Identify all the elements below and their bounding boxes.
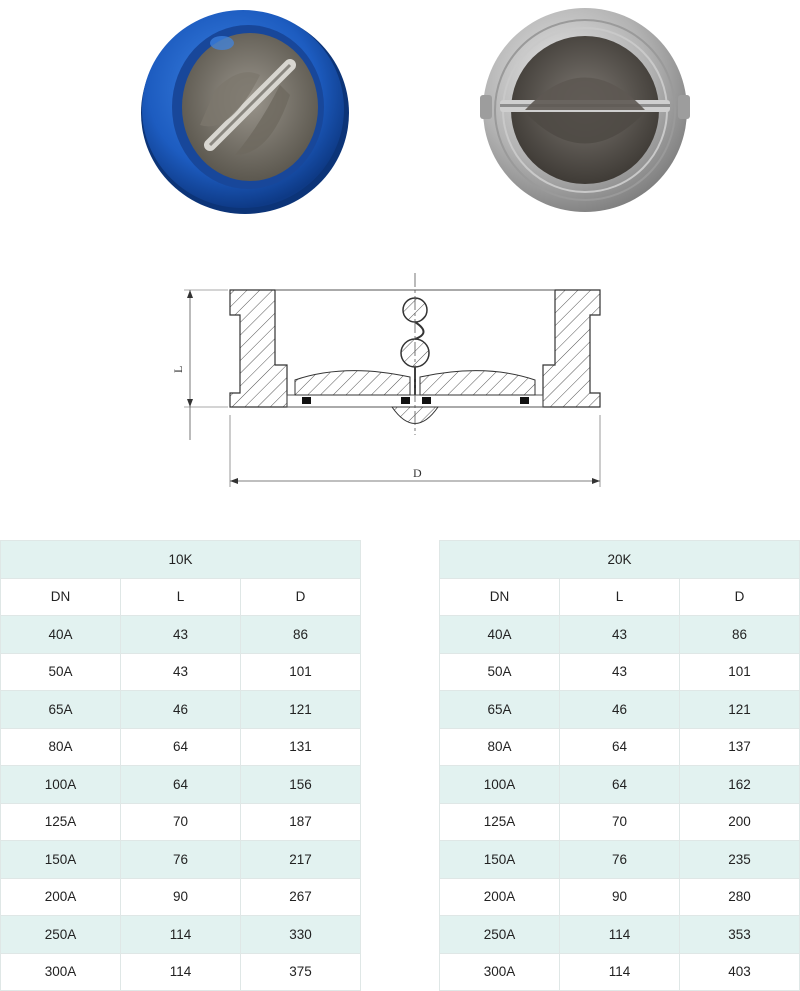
table-row <box>1 803 361 841</box>
header-l: L <box>121 578 241 616</box>
table-row <box>440 841 800 879</box>
cell-d: 375 <box>241 953 361 991</box>
cell-dn: 150A <box>440 841 560 879</box>
cell-d: 101 <box>680 653 800 691</box>
cell-l: 43 <box>560 616 680 654</box>
table-row <box>440 691 800 729</box>
cell-dn: 65A <box>440 691 560 729</box>
cell-l: 90 <box>560 878 680 916</box>
table-row <box>440 616 800 654</box>
table-row <box>440 766 800 804</box>
cell-dn: 100A <box>440 766 560 804</box>
cell-d: 353 <box>680 916 800 954</box>
blue-valve-photo <box>140 5 350 215</box>
cell-dn: 65A <box>1 691 121 729</box>
cell-l: 64 <box>560 728 680 766</box>
cell-d: 121 <box>241 691 361 729</box>
cell-l: 46 <box>121 691 241 729</box>
cell-l: 43 <box>560 653 680 691</box>
cell-d: 200 <box>680 803 800 841</box>
cell-d: 101 <box>241 653 361 691</box>
length-label: L <box>171 365 185 373</box>
table-row <box>440 878 800 916</box>
header-dn: DN <box>1 578 121 616</box>
cell-d: 131 <box>241 728 361 766</box>
valve-section-drawing <box>170 265 620 495</box>
cell-dn: 300A <box>440 953 560 991</box>
cell-l: 76 <box>121 841 241 879</box>
cell-l: 43 <box>121 616 241 654</box>
cell-d: 217 <box>241 841 361 879</box>
cell-d: 187 <box>241 803 361 841</box>
cell-dn: 80A <box>1 728 121 766</box>
table-row <box>1 653 361 691</box>
table-title: 20K <box>440 541 800 579</box>
cell-dn: 50A <box>440 653 560 691</box>
table-row <box>1 691 361 729</box>
cell-dn: 125A <box>1 803 121 841</box>
cell-dn: 125A <box>440 803 560 841</box>
cell-l: 64 <box>121 728 241 766</box>
cell-dn: 300A <box>1 953 121 991</box>
cell-dn: 200A <box>440 878 560 916</box>
cell-l: 46 <box>560 691 680 729</box>
cell-d: 403 <box>680 953 800 991</box>
cell-dn: 250A <box>440 916 560 954</box>
cell-l: 43 <box>121 653 241 691</box>
cell-dn: 200A <box>1 878 121 916</box>
cell-l: 114 <box>121 916 241 954</box>
cell-d: 86 <box>680 616 800 654</box>
cell-d: 162 <box>680 766 800 804</box>
table-row <box>1 878 361 916</box>
cell-d: 156 <box>241 766 361 804</box>
cell-dn: 150A <box>1 841 121 879</box>
table-row <box>1 616 361 654</box>
cell-d: 235 <box>680 841 800 879</box>
cell-d: 280 <box>680 878 800 916</box>
table-title: 10K <box>1 541 361 579</box>
cell-dn: 40A <box>440 616 560 654</box>
table-row <box>1 728 361 766</box>
table-row <box>1 766 361 804</box>
table-row <box>440 916 800 954</box>
cell-l: 64 <box>560 766 680 804</box>
steel-valve-photo <box>480 5 690 215</box>
cell-dn: 40A <box>1 616 121 654</box>
header-d: D <box>241 578 361 616</box>
table-row <box>1 953 361 991</box>
table-row <box>1 916 361 954</box>
cell-d: 330 <box>241 916 361 954</box>
header-dn: DN <box>440 578 560 616</box>
cell-l: 114 <box>560 953 680 991</box>
cell-d: 267 <box>241 878 361 916</box>
cell-d: 121 <box>680 691 800 729</box>
header-l: L <box>560 578 680 616</box>
cell-l: 90 <box>121 878 241 916</box>
cell-dn: 80A <box>440 728 560 766</box>
cell-dn: 100A <box>1 766 121 804</box>
table-row <box>440 953 800 991</box>
diameter-label: D <box>413 466 422 480</box>
table-row <box>440 803 800 841</box>
cell-dn: 50A <box>1 653 121 691</box>
spec-table-20k <box>439 540 800 991</box>
cell-l: 114 <box>560 916 680 954</box>
cell-dn: 250A <box>1 916 121 954</box>
table-row <box>440 653 800 691</box>
table-row <box>440 728 800 766</box>
cell-l: 70 <box>121 803 241 841</box>
header-d: D <box>680 578 800 616</box>
cell-l: 76 <box>560 841 680 879</box>
cell-l: 70 <box>560 803 680 841</box>
cell-l: 64 <box>121 766 241 804</box>
cell-l: 114 <box>121 953 241 991</box>
table-row <box>1 841 361 879</box>
cell-d: 86 <box>241 616 361 654</box>
spec-table-10k <box>0 540 361 991</box>
cell-d: 137 <box>680 728 800 766</box>
